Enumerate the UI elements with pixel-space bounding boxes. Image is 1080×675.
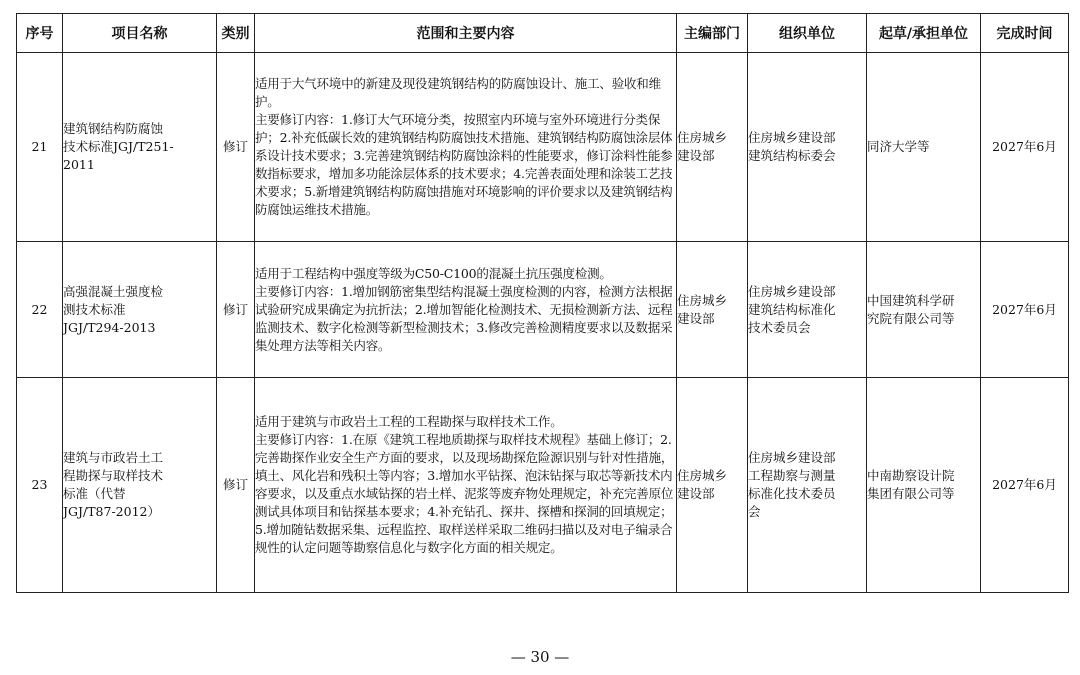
cell-organizing-unit: 住房城乡建设部 建筑结构标准化 技术委员会 — [748, 242, 867, 378]
cell-scope-content: 适用于工程结构中强度等级为C50-C100的混凝土抗压强度检测。 主要修订内容：1.增加钢筋密集型结构混凝土强度检测的内容，检测方法根据试验研究成果确定为抗折法；2.增加智能化检测技术、无损检测新方法、远程监测技术、数字化检测等新型检测技术；3.修改完善检测精度要求以及数据采集处理方法等相关内容。 — [255, 242, 677, 378]
cell-category: 修订 — [217, 53, 255, 242]
cell-serial-number: 23 — [17, 378, 63, 593]
cell-completion-date: 2027年6月 — [981, 53, 1069, 242]
cell-completion-date: 2027年6月 — [981, 242, 1069, 378]
cell-lead-department: 住房城乡 建设部 — [677, 378, 748, 593]
cell-project-name: 建筑钢结构防腐蚀 技术标准JGJ/T251- 2011 — [63, 53, 217, 242]
cell-drafting-unit: 中南勘察设计院 集团有限公司等 — [867, 378, 981, 593]
cell-organizing-unit: 住房城乡建设部 建筑结构标委会 — [748, 53, 867, 242]
cell-serial-number: 22 — [17, 242, 63, 378]
header-category: 类别 — [217, 14, 255, 53]
cell-drafting-unit: 中国建筑科学研 究院有限公司等 — [867, 242, 981, 378]
cell-category: 修订 — [217, 378, 255, 593]
cell-project-name: 建筑与市政岩土工 程勘探与取样技术 标准（代替 JGJ/T87-2012） — [63, 378, 217, 593]
cell-organizing-unit: 住房城乡建设部 工程勘察与测量 标准化技术委员 会 — [748, 378, 867, 593]
table-row — [17, 53, 1069, 242]
header-scope-content: 范围和主要内容 — [255, 14, 677, 53]
cell-completion-date: 2027年6月 — [981, 378, 1069, 593]
header-project-name: 项目名称 — [63, 14, 217, 53]
table-row — [17, 378, 1069, 593]
cell-lead-department: 住房城乡 建设部 — [677, 242, 748, 378]
header-organizing-unit: 组织单位 — [748, 14, 867, 53]
header-completion-date: 完成时间 — [981, 14, 1069, 53]
header-serial-number: 序号 — [17, 14, 63, 53]
cell-lead-department: 住房城乡 建设部 — [677, 53, 748, 242]
cell-category: 修订 — [217, 242, 255, 378]
standards-table — [16, 13, 1069, 593]
cell-serial-number: 21 — [17, 53, 63, 242]
cell-project-name: 高强混凝土强度检 测技术标准 JGJ/T294-2013 — [63, 242, 217, 378]
cell-drafting-unit: 同济大学等 — [867, 53, 981, 242]
header-lead-department: 主编部门 — [677, 14, 748, 53]
table-row — [17, 242, 1069, 378]
header-drafting-unit: 起草/承担单位 — [867, 14, 981, 53]
table-header-row — [17, 14, 1069, 53]
page-number: — 30 — — [510, 648, 570, 666]
cell-scope-content: 适用于建筑与市政岩土工程的工程勘探与取样技术工作。 主要修订内容：1.在原《建筑工程地质勘探与取样技术规程》基础上修订；2.完善勘探作业安全生产方面的要求，以及现场勘探危险源识别与针对性措施，填土、风化岩和残积土等内容；3.增加水平钻探、泡沫钻探与取芯等新技术内容要求，以及重点水域钻探的岩土样、泥浆等废弃物处理规定，补充完善原位测试具体项目和钻探基本要求；4.补充钻孔、探井、探槽和探洞的回填规定；5.增加随钻数据采集、远程监控、取样送样采取二维码扫描以及对电子编录合规性的认定问题等勘察信息化与数字化方面的相关规定。 — [255, 378, 677, 593]
cell-scope-content: 适用于大气环境中的新建及现役建筑钢结构的防腐蚀设计、施工、验收和维护。 主要修订内容：1.修订大气环境分类，按照室内环境与室外环境进行分类保护；2.补充低碳长效的建筑钢结构防腐蚀技术措施、建筑钢结构防腐蚀涂层体系设计技术要求；3.完善建筑钢结构防腐蚀涂料的性能要求，修订涂料性能参数指标要求，增加多功能涂层体系的技术要求；4.完善表面处理和涂装工艺技术要求；5.新增建筑钢结构防腐蚀措施对环境影响的评价要求以及建筑钢结构防腐蚀运维技术措施。 — [255, 53, 677, 242]
